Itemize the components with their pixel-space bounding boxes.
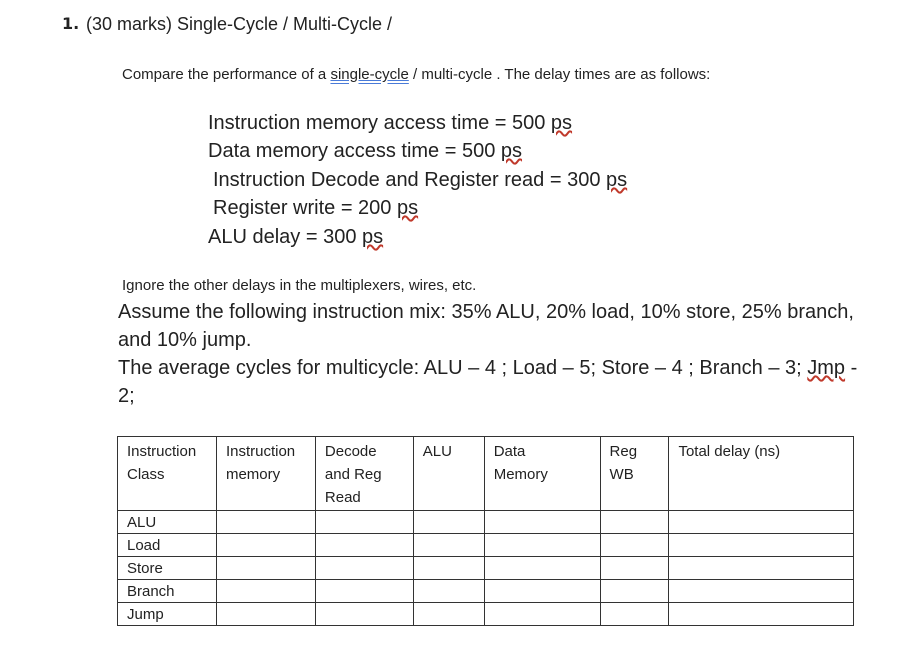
table-cell xyxy=(216,534,315,557)
intro-suffix: / multi-cycle . The delay times are as follows: xyxy=(408,66,711,83)
row-class: Load xyxy=(118,534,217,557)
table-cell xyxy=(484,511,600,534)
delay-data-memory xyxy=(208,140,522,163)
table-header-row xyxy=(118,437,854,511)
table-cell xyxy=(600,557,669,580)
table-cell xyxy=(315,534,413,557)
delay-unit: ps xyxy=(396,197,419,219)
table-cell xyxy=(669,511,854,534)
question-number: 1. xyxy=(62,14,80,33)
delay-label: Instruction Decode and Register read = 300 xyxy=(213,169,607,191)
table-cell xyxy=(600,534,669,557)
table-cell xyxy=(600,603,669,626)
delay-label: Register write = 200 xyxy=(213,197,397,219)
table-cell xyxy=(600,511,669,534)
header-data-memory: Data Memory xyxy=(484,437,600,511)
header-instruction-memory: Instruction memory xyxy=(216,437,315,511)
table-cell xyxy=(315,511,413,534)
table-cell xyxy=(413,511,484,534)
row-class: Jump xyxy=(118,603,217,626)
table-cell xyxy=(315,603,413,626)
average-cycles xyxy=(118,354,858,410)
average-cycles-jmp-rest: - 2; xyxy=(118,357,858,407)
ignore-note: Ignore the other delays in the multiplexers, wires, etc. xyxy=(122,277,477,294)
table-cell xyxy=(669,580,854,603)
table-row xyxy=(118,580,854,603)
table-cell xyxy=(413,580,484,603)
table-cell xyxy=(216,580,315,603)
table-cell xyxy=(669,534,854,557)
table-cell xyxy=(600,580,669,603)
table-row xyxy=(118,603,854,626)
table-cell xyxy=(315,557,413,580)
table-cell xyxy=(484,557,600,580)
table-cell xyxy=(413,603,484,626)
delay-label: Data memory access time = 500 xyxy=(208,140,501,162)
delay-unit: ps xyxy=(362,226,384,248)
table-cell xyxy=(413,557,484,580)
table-row xyxy=(118,511,854,534)
delay-unit: ps xyxy=(550,112,573,134)
header-reg-wb: Reg WB xyxy=(600,437,669,511)
intro-highlight: single-cycle xyxy=(330,66,409,83)
average-cycles-jmp: Jmp xyxy=(807,357,846,379)
question-title: (30 marks) Single-Cycle / Multi-Cycle / xyxy=(86,14,393,34)
table-cell xyxy=(315,580,413,603)
table-cell xyxy=(216,603,315,626)
delay-label: Instruction memory access time = 500 xyxy=(208,112,551,134)
table-cell xyxy=(669,557,854,580)
table-cell xyxy=(484,534,600,557)
row-class: Store xyxy=(118,557,217,580)
table-cell xyxy=(216,557,315,580)
header-total-delay: Total delay (ns) xyxy=(669,437,854,511)
table-cell xyxy=(413,534,484,557)
intro-prefix: Compare the performance of a xyxy=(122,66,331,83)
delay-unit: ps xyxy=(606,169,628,191)
header-alu: ALU xyxy=(413,437,484,511)
instruction-mix: Assume the following instruction mix: 35% ALU, 20% load, 10% store, 25% branch, and 10% jump. xyxy=(118,301,854,351)
row-class: ALU xyxy=(118,511,217,534)
delay-decode-register-read xyxy=(213,169,627,192)
delay-alu xyxy=(208,226,383,249)
table-cell xyxy=(216,511,315,534)
delay-unit: ps xyxy=(500,140,523,162)
delay-table xyxy=(117,436,854,626)
table-cell xyxy=(484,603,600,626)
table-row xyxy=(118,557,854,580)
delay-instruction-memory xyxy=(208,112,572,135)
delay-register-write xyxy=(213,197,418,220)
header-decode-reg-read: Decode and Reg Read xyxy=(315,437,413,511)
table-cell xyxy=(484,580,600,603)
header-instruction-class: Instruction Class xyxy=(118,437,217,511)
table-row xyxy=(118,534,854,557)
average-cycles-text: The average cycles for multicycle: ALU – 4 ; Load – 5; Store – 4 ; Branch – 3; xyxy=(118,357,802,379)
row-class: Branch xyxy=(118,580,217,603)
table-cell xyxy=(669,603,854,626)
delay-label: ALU delay = 300 xyxy=(208,226,362,248)
intro-line xyxy=(122,66,710,83)
